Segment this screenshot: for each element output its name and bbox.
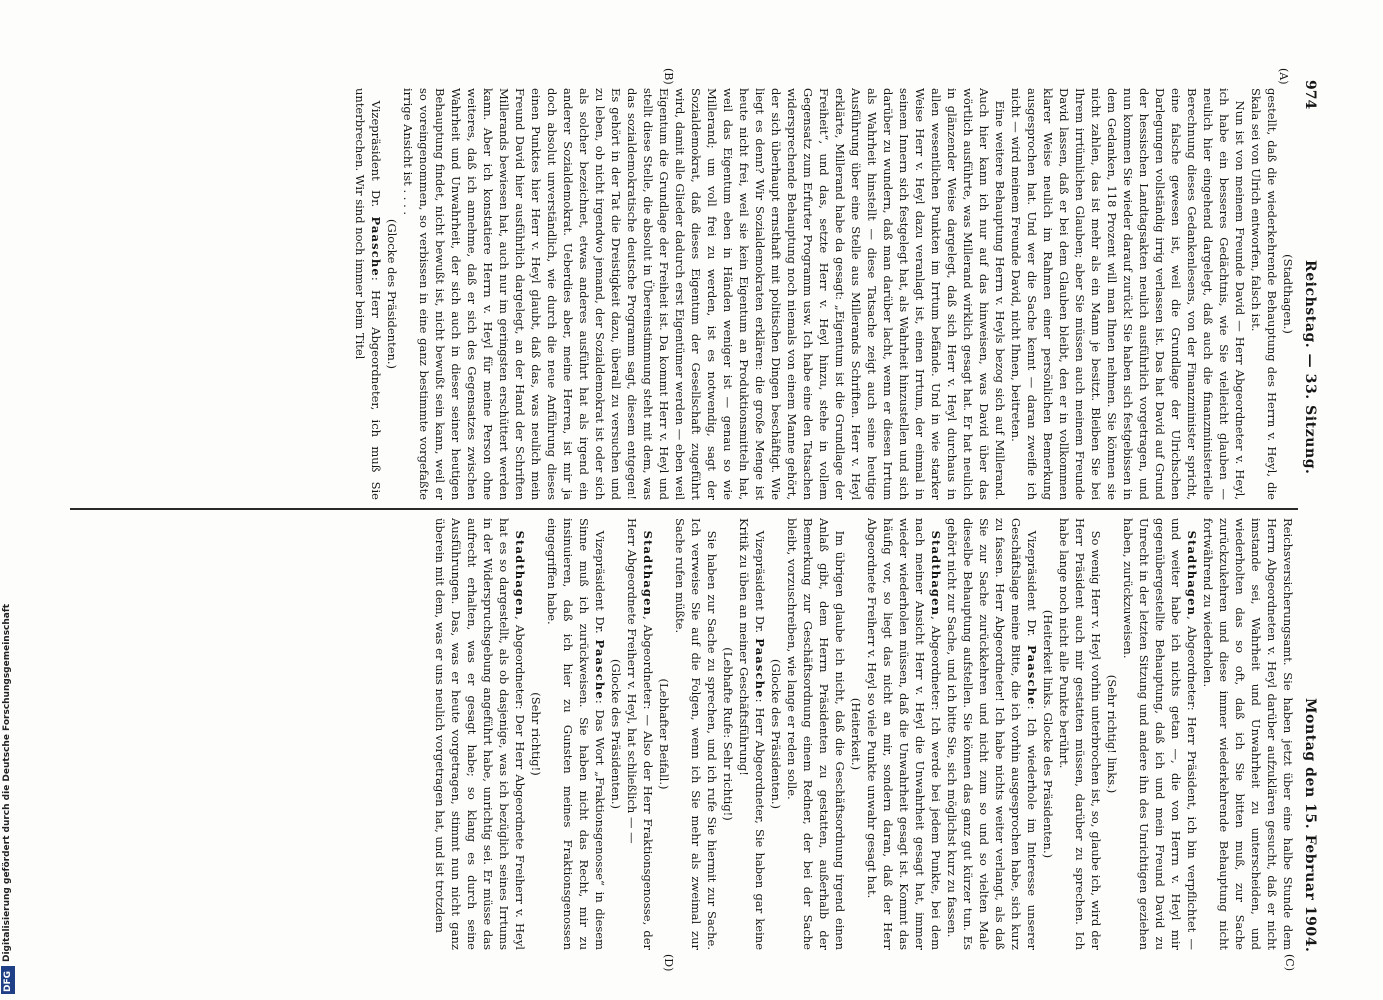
paragraph-text: : Herr Abgeordneter, ich muß Sie unterbrechen. Wir sind noch immer beim Titel — [353, 88, 383, 500]
speech-paragraph — [544, 518, 608, 950]
paragraph-text: : Das Wort „Fraktionsgenosse“ in diesem Sinne muß ich zurückweisen. Sie haben nicht das Recht, mir zu insinuieren, daß ich hier zu Gunsten meines Fraktionsgenossen eingegriffen habe. — [545, 518, 607, 950]
paragraph-text: , Abgeordneter: Der Herr Abgeordnete Freiherr v. Heyl hat es so dargestellt, als ob dasjenige, was ich bezüglich seines Irrtums in der Widerspruchsgebung angeführt habe, unrichtig sei. Er müsse das aufrecht erhalten, was er gesagt habe; so klang es durch seine Ausführungen. Das, was er heute vorgetragen, stimmt nun nicht ganz überein mit dem, was er uns neulich vorgetragen hat, und ist trotzdem — [433, 518, 527, 950]
stage-direction: (Heiterkeit links. Glocke des Präsidenten.) — [1041, 609, 1055, 859]
stage-direction: (Glocke des Präsidenten.) — [609, 658, 623, 810]
speaker-name: Stadthagen — [513, 530, 527, 617]
stage-direction: (Sehr richtig! links.) — [1105, 674, 1119, 794]
speech-paragraph — [864, 518, 944, 950]
speech-paragraph — [944, 518, 1040, 950]
speech-paragraph — [352, 88, 384, 500]
dfg-logo-text: DFG — [3, 970, 13, 992]
speech-paragraph — [624, 518, 656, 950]
speaker-name: Stadthagen — [929, 530, 943, 617]
speech-paragraph — [432, 518, 528, 950]
left-text-column — [74, 88, 1296, 500]
paragraph-text: , Abgeordneter: — Also der Herr Fraktionsgenosse, der Herr Abgeordnete Freiherr v. Heyl, hat schließlich — — — [625, 518, 655, 950]
dfg-logo — [1, 966, 15, 994]
paragraph-text: So wenig Herr v. Heyl vorhin unterbrochen ist, so, glaube ich, wird der Herr Präsident auch mir gestatten müssen, darüber zu sprechen. Ich habe lange noch nicht alle Punkte berührt. — [1057, 518, 1103, 950]
paragraph — [784, 518, 848, 950]
margin-marker-d: (D) — [662, 954, 675, 972]
column-divider — [70, 508, 1298, 510]
speaker-title: Vizepräsident Dr. — [593, 530, 607, 640]
margin-marker-c: (C) — [1283, 954, 1296, 971]
stage-direction: (Glocke des Präsidenten.) — [385, 218, 399, 370]
stage-direction: (Glocke des Präsidenten.) — [769, 658, 783, 810]
stage-direction: (Stadthagen.) — [1281, 254, 1295, 334]
paragraph — [672, 518, 720, 950]
speaker-name: Stadthagen — [1185, 530, 1199, 617]
stage-direction: (Sehr richtig!) — [529, 692, 543, 776]
margin-marker-b: (B) — [662, 68, 675, 85]
paragraph-text: Im übrigen glaube ich nicht, daß die Geschäftsordnung irgend einen Anlaß gibt, dem Herrn Präsidenten zu gestatten, außerhalb der Bemerkung zur Geschäftsordnung einem Redner, der bei der Sache bleibt, vorzuschreiben, wie lange er reden solle. — [785, 518, 847, 950]
session-title: Reichstag. — 33. Sitzung. — [1302, 260, 1318, 475]
paragraph — [1056, 518, 1104, 950]
continued-paragraph: Reichsversicherungsamt. Sie haben jetzt über eine halbe Stunde dem Herrn Abgeordneten v. Heyl darüber aufzuklären gesucht, daß er nicht imstande sei, Wahrheit und Unwahrheit zu unterscheiden, und wiederholten das so oft, daß ich Sie bitten muß, zur Sache zurückzukehren und diese immer wiederkehrende Behauptung nicht fortwährend zu wiederholen. — [1201, 518, 1295, 950]
stage-direction: (Lebhafter Beifall.) — [657, 678, 671, 790]
paragraph-text: , Abgeordneter: Herr Präsident, ich bin verpflichtet — und weiter habe ich nichts getan —, die von Herrn v. Heyl mir gegenübergestellte Behauptung, daß ich und mein Freund David zu Unrecht in der letzten Sitzung und andere ihn des Unrichtigen geziehen haben, zurückzuweisen. — [1121, 518, 1199, 950]
paragraph — [400, 88, 1008, 500]
speaker-name: Paasche — [1025, 645, 1039, 706]
speaker-name: Paasche — [593, 639, 607, 700]
continued-paragraph: gestellt, daß die wiederkehrende Behauptung des Herrn v. Heyl, die Skala sei von Ulrich entworfen, falsch ist. — [1249, 88, 1279, 500]
digitization-credit: Digitalisierung gefördert durch die Deutsche Forschungsgemeinschaft — [2, 603, 12, 962]
stage-direction: (Heiterkeit.) — [849, 697, 863, 771]
speaker-name: Paasche — [369, 216, 383, 277]
speaker-title: Vizepräsident Dr. — [1025, 530, 1039, 646]
speech-paragraph — [1120, 518, 1200, 950]
stage-direction: (Lebhafte Rufe: Sehr richtig!) — [721, 647, 735, 821]
speaker-title: Vizepräsident Dr. — [369, 100, 383, 217]
session-date: Montag den 15. Februar 1904. — [1302, 698, 1318, 953]
speaker-title: Vizepräsident Dr. — [753, 530, 767, 639]
paragraph-text: , Abgeordneter: Ich werde bei jedem Punkte, bei dem nach meiner Ansicht Herr v. Heyl die Unwahrheit gesagt hat, immer wieder wiederholen müssen, daß die Unwahrheit gesagt ist. Kommt das häufig vor, so liegt das nicht an mir, sondern daran, daß der Herr Abgeordnete Freiherr v. Heyl so viele Punkte unwahr gesagt hat. — [865, 518, 943, 950]
paragraph-text: : Ich wiederhole im Interesse unserer Geschäftslage meine Bitte, die ich vorhin ausgesprochen habe, sich kurz zu fassen. Herr Abgeordneter! Ich habe nichts weiter verlangt, als daß Sie zur Sache zurückkehren und nicht zum so und so vielten Male dieselbe Behauptung aufstellen. Sie können das ganz gut kürzer tun. Es gehört nicht zur Sache, und ich bitte Sie, sich möglichst kurz zu fassen. — [945, 518, 1039, 950]
page-header — [1300, 70, 1320, 975]
paragraph-text: Sie haben zur Sache zu sprechen, und ich rufe Sie hiermit zur Sache. Ich verweise Sie auf die Folgen, wenn ich Sie mehr als zweimal zur Sache rufen müßte. — [673, 518, 719, 950]
page-number: 974 — [1302, 80, 1318, 110]
speaker-name: Stadthagen — [641, 530, 655, 617]
margin-marker-a: (A) — [1277, 68, 1290, 85]
paragraph-text: : Herr Abgeordneter, Sie haben gar keine Kritik zu üben an meiner Geschäftsführung! — [737, 518, 767, 950]
speech-paragraph — [736, 518, 768, 950]
rotated-page — [70, 70, 1320, 975]
paragraph-text: Nun ist von meinem Freunde David — Herr Abgeordneter v. Heyl, ich habe ein besseres Gedächtnis, wie Sie vielleicht glauben — neulich hier eingehend dargelegt, daß auch die finanzministerielle Berechnung dieses Gedankenlesens, von der Finanzminister spricht, eine falsche gewesen ist, weil die Grundlage der Ulrichschen Darlegungen vollständig irrig verlassen ist. Das hat David auf Grund der hessischen Landtagsakten neulich ausführlich vorgetragen, und nun kommen Sie wieder darauf zurück! Sie haben sich festgebissen in dem Gedanken, 118 Prozent will man Ihnen nehmen. Sie können sie nicht zahlen, das ist mehr als ein Mann je besitzt. Bleiben Sie bei Ihrem irrtümlichen Glauben; aber Sie müssen auch meinem Freunde David lassen, daß er bei dem Glauben bleibt, den er in vollkommen klarer Weise neulich im Rahmen einer persönlichen Bemerkung ausgesprochen hat. Und wer die Sache kennt — daran zweifle ich nicht — wird meinem Freunde David, nicht Ihnen, beitreten. — [1009, 88, 1247, 500]
paragraph — [1008, 88, 1248, 500]
right-text-column — [74, 518, 1296, 950]
paragraph-text: Eine weitere Behauptung Herrn v. Heyls bezog sich auf Millerand. Auch hier kann ich nur auf das hinweisen, was David über das wörtlich ausführte, was Millerand wirklich gesagt hat. Er hat neulich in glänzender Weise dargelegt, daß sich Herr v. Heyl durchaus in allen wesentlichen Punkten im Irrtum befände. Und in wie starker Weise Herr v. Heyl dazu veranlagt ist, einen Irrtum, der einmal in seinem Innern sich festgelegt hat, als Wahrheit hinzustellen und sich darüber zu wundern, daß man darüber lacht, wenn er diesen Irrtum als Wahrheit hinstellt — diese Tatsache zeigt auch seine heutige Ausführung über eine Stelle aus Millerands Schriften. Herr v. Heyl erklärte, Millerand habe da gesagt: „Eigentum ist die Grundlage der Freiheit“, und das, setzte Herr v. Heyl hinzu, stehe in vollem Gegensatz zum Erfurter Programm usw. Ich habe eine den Tatsachen widersprechende Behauptung noch niemals von einem Manne gehört, der sich überhaupt ernsthaft mit politischen Dingen beschäftigt. Wie liegt es denn? Wir Sozialdemokraten erklären: die große Menge ist heute nicht frei, weil sie kein Eigentum an Produktionsmitteln hat, weil das Eigentum eben in Händen weniger ist — genau so wie Millerand; um voll frei zu werden, ist es notwendig, sagt der Sozialdemokrat, daß dieses Eigentum der Gesellschaft zugeführt wird, damit alle Glieder dadurch erst Eigentümer werden — eben weil Eigentum die Grundlage der Freiheit ist. Da kommt Herr v. Heyl und stellt diese Stelle, die absolut in Übereinstimmung steht mit dem, was das sozialdemokratische deutsche Programm sagt, diesem entgegen! Es gehört in der Tat die Dreistigkeit dazu, überall zu versuchen und zu leben, ob nicht irgendwo jemand, der Sozialdemokrat ist oder sich als solcher bezeichnet, etwas anderes ausführt hat als irgend ein anderer Sozialdemokrat. Ueberdies aber, meine Herren, ist mir ja doch absolut unverständlich, wie durch die neue Anführung dieses einen Punktes hier Herr v. Heyl glaubt, daß das, was neulich mein Freund David hier ausführlich dargelegt, an der Hand der Schriften Millerands bewiesen hat, auch nur im geringsten erschüttert werden kann. Aber ich konstatiere Herrn v. Heyl für meine Person ohne weiteres, daß ich annehme, daß er sich des Gegensatzes zwischen Wahrheit und Unwahrheit, der sich auch in dieser seiner heutigen Behauptung findet, nicht bewußt ist, nicht bewußt sein kann, weil er so voreingenommen, so verbissen in eine ganz bestimmte vorgefaßte irrige Ansicht ist . . . . — [401, 88, 1007, 500]
speaker-name: Paasche — [753, 638, 767, 699]
